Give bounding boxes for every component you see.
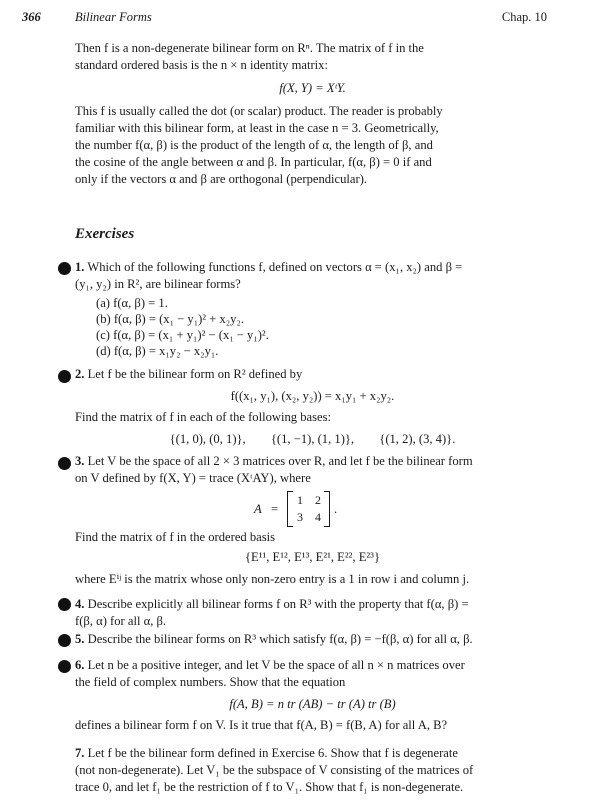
exercise-part: (a) f(α, β) = 1. — [96, 296, 168, 310]
exercise-text: Let n be a positive integer, and let V be the space of all n × n matrices over — [87, 658, 465, 672]
exercise-number: 6. — [75, 658, 85, 672]
exercise-4 — [75, 596, 550, 612]
exercise-part: (c) f(α, β) = (x₁ + y₁)² − (x₁ − y₁)². — [96, 328, 269, 342]
exercise-text: Describe the bilinear forms on R³ which satisfy f(α, β) = −f(β, α) for all α, β. — [87, 632, 473, 646]
matrix-cell: 3 — [297, 510, 303, 524]
equation: f((x₁, y₁), (x₂, y₂)) = x₁y₁ + x₂y₂. — [230, 389, 395, 403]
matrix-a — [254, 491, 374, 527]
exercise-text: Find the matrix of f in the ordered basis — [75, 530, 276, 544]
running-title: Bilinear Forms — [75, 10, 152, 24]
period: . — [334, 502, 338, 516]
exercise-text: where Eⁱʲ is the matrix whose only non-zero entry is a 1 in row i and column j. — [75, 572, 470, 586]
bullet-marker — [58, 634, 71, 647]
exercise-part: (d) f(α, β) = x₁y₂ − x₂y₁. — [96, 344, 219, 358]
exercise-number: 3. — [75, 454, 85, 468]
matrix-label: A — [254, 502, 262, 516]
intro-line: This f is usually called the dot (or scalar) product. The reader is probably — [75, 104, 443, 118]
exercise-text: Find the matrix of f in each of the following bases: — [75, 410, 332, 424]
intro-line: the number f(α, β) is the product of the length of α, the length of β, and — [75, 138, 433, 152]
right-bracket — [324, 491, 330, 527]
intro-line: standard ordered basis is the n × n identity matrix: — [75, 58, 328, 72]
equation: f(A, B) = n tr (AB) − tr (A) tr (B) — [229, 697, 396, 711]
exercise-text: trace 0, and let f₁ be the restriction of f to V₁. Show that f₁ is non-degenerate. — [75, 780, 464, 794]
exercise-part: (b) f(α, β) = (x₁ − y₁)² + x₂y₂. — [96, 312, 244, 326]
exercise-text: defines a bilinear form f on V. Is it true that f(A, B) = f(B, A) for all A, B? — [75, 718, 448, 732]
exercise-text: (y₁, y₂) in R², are bilinear forms? — [75, 277, 241, 291]
exercise-1 — [75, 259, 550, 275]
exercise-number: 5. — [75, 632, 85, 646]
exercise-text: Describe explicitly all bilinear forms f on R³ with the property that f(α, β) = — [87, 597, 469, 611]
intro-line: the cosine of the angle between α and β. In particular, f(α, β) = 0 if and — [75, 155, 432, 169]
page-number: 366 — [22, 10, 41, 24]
bullet-marker — [58, 457, 71, 470]
basis-list: {(1, 0), (0, 1)}, {(1, −1), (1, 1)}, {(1, 2), (3, 4)}. — [169, 432, 456, 446]
exercise-2 — [75, 366, 550, 382]
exercise-6 — [75, 657, 550, 673]
equals-sign: = — [271, 502, 279, 516]
intro-line: familiar with this bilinear form, at least in the case n = 3. Geometrically, — [75, 121, 439, 135]
matrix-cell: 2 — [315, 493, 321, 507]
exercise-text: f(β, α) for all α, β. — [75, 614, 167, 628]
intro-line: Then f is a non-degenerate bilinear form on Rⁿ. The matrix of f in the — [75, 41, 424, 55]
exercise-number: 7. — [75, 746, 85, 760]
exercise-text: Which of the following functions f, defined on vectors α = (x₁, x₂) and β = — [87, 260, 463, 274]
exercise-number: 2. — [75, 367, 85, 381]
exercise-text: the field of complex numbers. Show that the equation — [75, 675, 346, 689]
exercise-number: 4. — [75, 597, 85, 611]
exercise-5 — [75, 631, 550, 647]
exercises-heading: Exercises — [75, 226, 135, 242]
matrix-cell: 4 — [315, 510, 321, 524]
exercise-text: (not non-degenerate). Let V₁ be the subspace of V consisting of the matrices of — [75, 763, 474, 777]
exercise-7 — [75, 745, 550, 761]
matrix-cell: 1 — [297, 493, 303, 507]
intro-line: only if the vectors α and β are orthogonal (perpendicular). — [75, 172, 368, 186]
bullet-marker — [58, 660, 71, 673]
exercise-3 — [75, 453, 550, 469]
bullet-marker — [58, 370, 71, 383]
bullet-marker — [58, 598, 71, 611]
exercise-text: Let V be the space of all 2 × 3 matrices over R, and let f be the bilinear form — [87, 454, 473, 468]
basis-list: {E¹¹, E¹², E¹³, E²¹, E²², E²³} — [244, 550, 381, 564]
bullet-marker — [58, 262, 71, 275]
chapter-label: Chap. 10 — [501, 10, 547, 24]
exercise-text: Let f be the bilinear form defined in Exercise 6. Show that f is degenerate — [87, 746, 458, 760]
exercise-text: Let f be the bilinear form on R² defined by — [87, 367, 303, 381]
left-bracket — [287, 491, 293, 527]
equation: f(X, Y) = XᵗY. — [279, 81, 346, 95]
exercise-text: on V defined by f(X, Y) = trace (XᵗAY), where — [75, 471, 311, 485]
exercise-number: 1. — [75, 260, 85, 274]
